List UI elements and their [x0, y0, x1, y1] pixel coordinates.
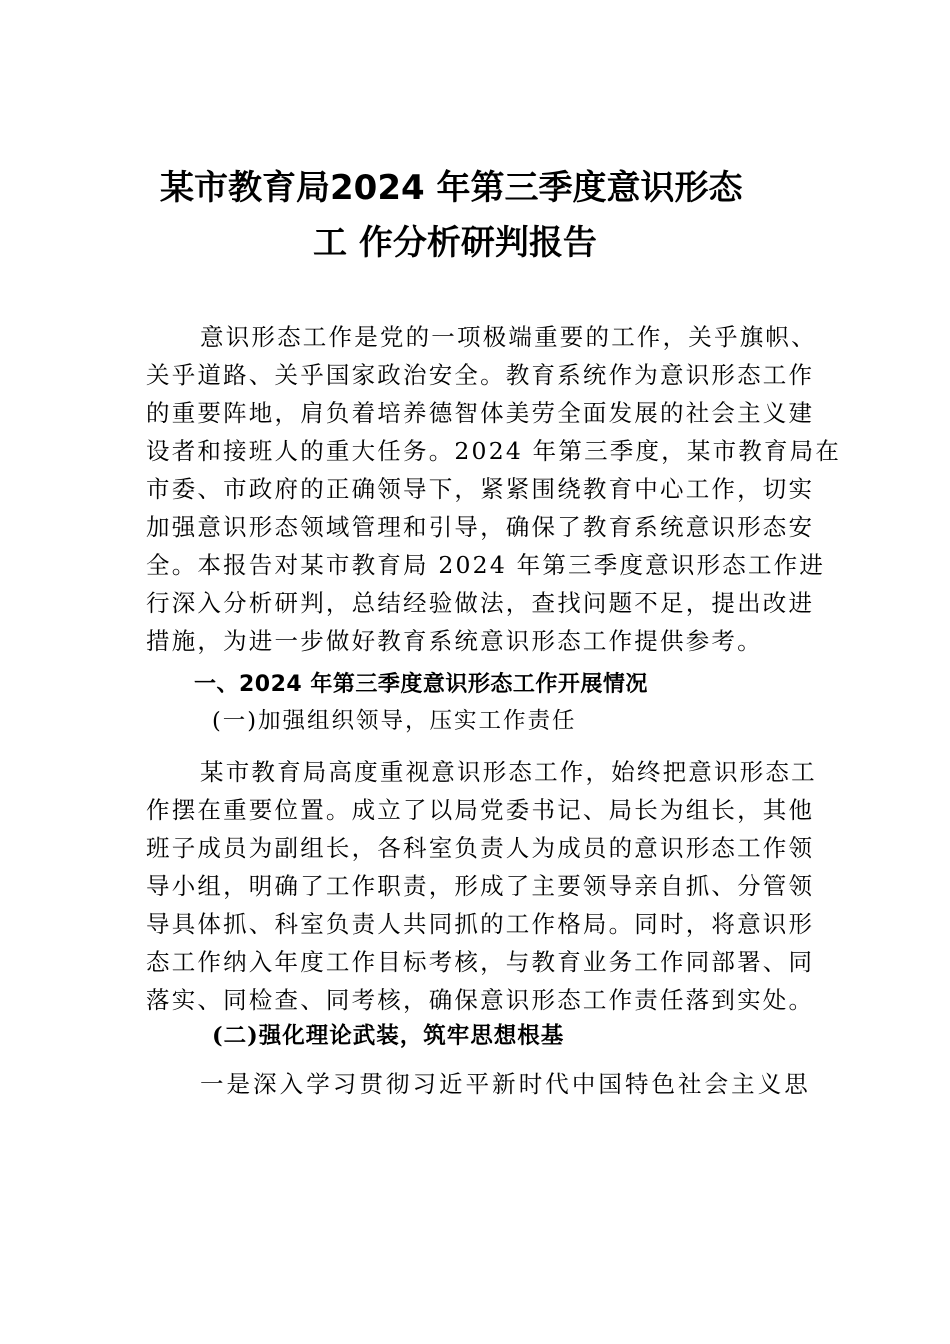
paragraph-line: 措施，为进一步做好教育系统意识形态工作提供参考。 [146, 627, 763, 655]
paragraph-line: 全。本报告对某市教育局 2024 年第三季度意识形态工作进 [146, 551, 826, 579]
paragraph-line: 某市教育局高度重视意识形态工作，始终把意识形态工 [200, 758, 817, 786]
document-title-line-2: 工 作分析研判报告 [313, 223, 597, 263]
document-title-line-1: 某市教育局2024 年第三季度意识形态 [160, 168, 743, 208]
subsection-heading-2: (二)强化理论武装，筑牢思想根基 [212, 1023, 565, 1049]
paragraph-line: 加强意识形态领域管理和引导，确保了教育系统意识形态安 [146, 513, 815, 541]
paragraph-line: 意识形态工作是党的一项极端重要的工作，关乎旗帜、 [200, 323, 817, 351]
paragraph-line: 一是深入学习贯彻习近平新时代中国特色社会主义思 [200, 1070, 810, 1098]
paragraph-line: 落实、同检查、同考核，确保意识形态工作责任落到实处。 [146, 986, 815, 1014]
paragraph-line: 态工作纳入年度工作目标考核，与教育业务工作同部署、同 [146, 948, 815, 976]
subsection-heading-1: (一)加强组织领导，压实工作责任 [212, 708, 577, 734]
paragraph-line: 导具体抓、科室负责人共同抓的工作格局。同时，将意识形 [146, 910, 815, 938]
paragraph-line: 班子成员为副组长，各科室负责人为成员的意识形态工作领 [146, 834, 815, 862]
section-heading-1: 一、2024 年第三季度意识形态工作开展情况 [194, 672, 648, 697]
paragraph-line: 的重要阵地，肩负着培养德智体美劳全面发展的社会主义建 [146, 399, 815, 427]
paragraph-line: 作摆在重要位置。成立了以局党委书记、局长为组长，其他 [146, 796, 815, 824]
paragraph-line: 设者和接班人的重大任务。2024 年第三季度，某市教育局在 [146, 437, 842, 465]
paragraph-line: 导小组，明确了工作职责，形成了主要领导亲自抓、分管领 [146, 872, 815, 900]
paragraph-line: 关乎道路、关乎国家政治安全。教育系统作为意识形态工作 [146, 361, 815, 389]
paragraph-line: 行深入分析研判，总结经验做法，查找问题不足，提出改进 [146, 589, 815, 617]
paragraph-line: 市委、市政府的正确领导下，紧紧围绕教育中心工作，切实 [146, 475, 815, 503]
